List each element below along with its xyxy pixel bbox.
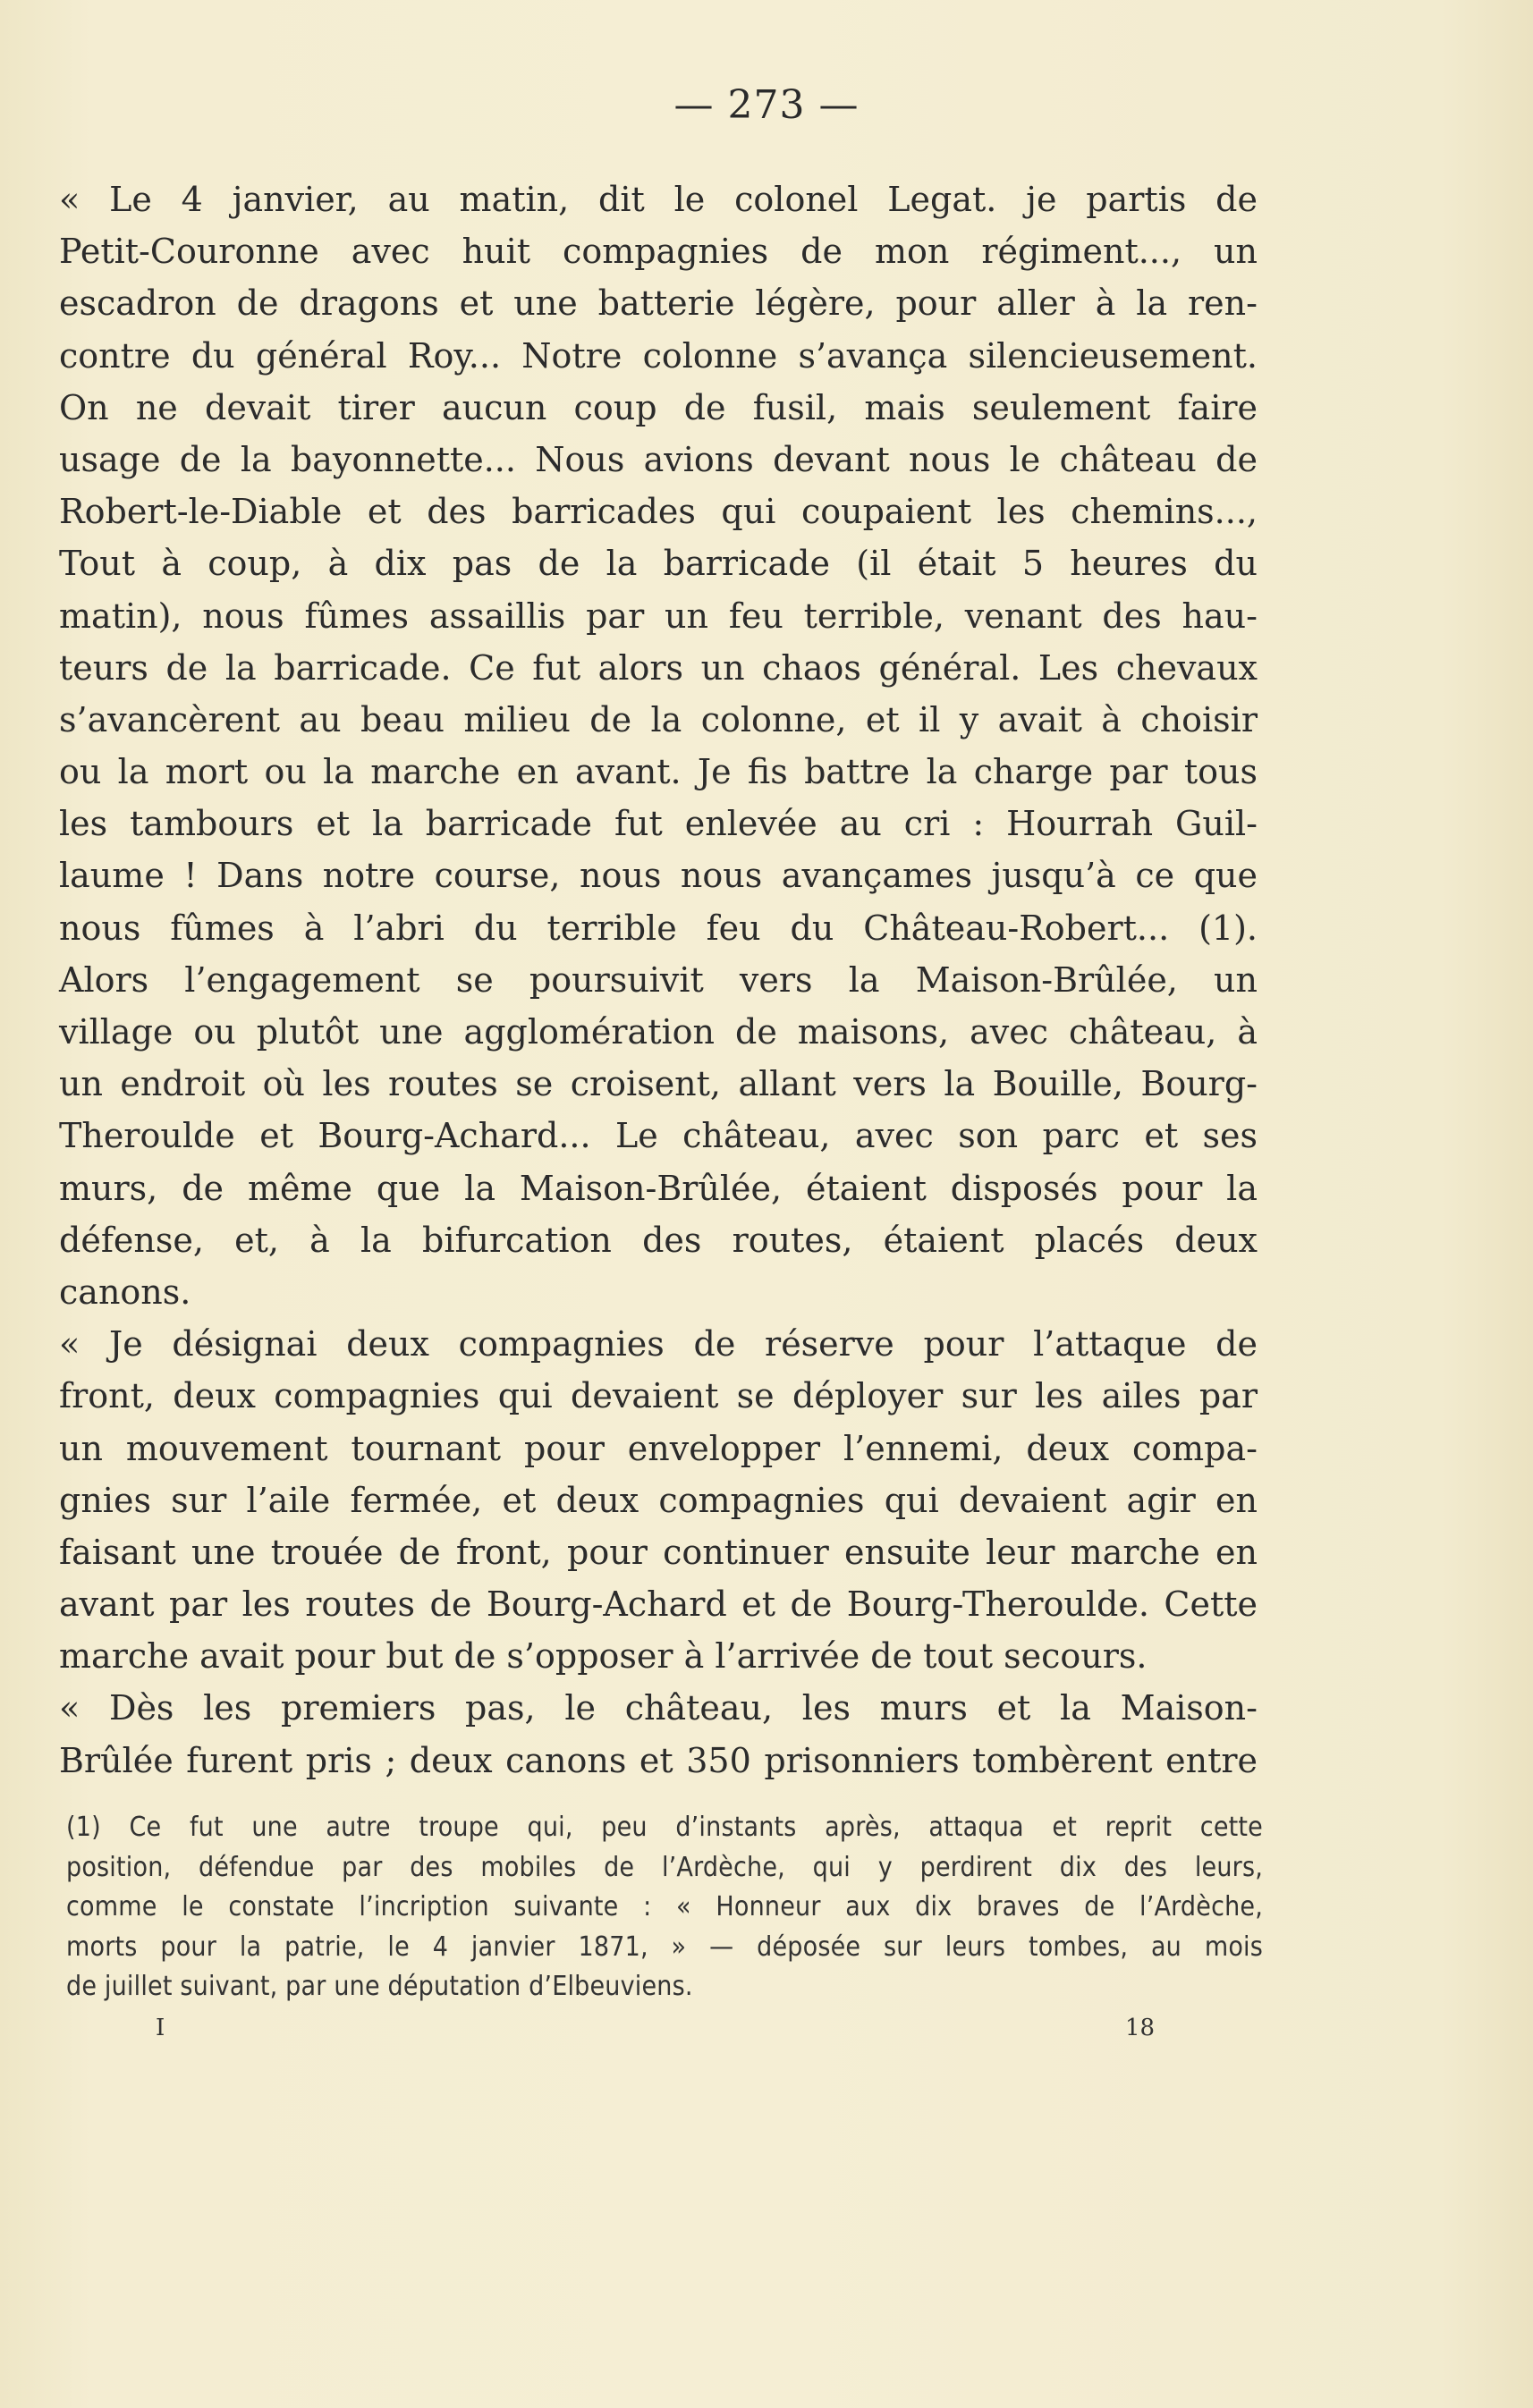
text-line: un endroit où les routes se croisent, allant vers la Bouille, Bourg-: [59, 1064, 1258, 1104]
text-line: défense, et, à la bifurcation des routes, étaient placés deux: [59, 1220, 1258, 1260]
footnote-line: de juillet suivant, par une députation d’Elbeuviens.: [66, 1971, 693, 2002]
text-line: les tambours et la barricade fut enlevée au cri : Hourrah Guil-: [59, 804, 1258, 844]
text-line: « Je désignai deux compagnies de réserve pour l’attaque de: [59, 1324, 1258, 1365]
text-line: Robert-le-Diable et des barricades qui coupaient les chemins...,: [59, 492, 1258, 532]
footnote: [66, 1808, 1263, 2007]
footnote-line: morts pour la patrie, le 4 janvier 1871, » — déposée sur leurs tombes, au mois: [66, 1931, 1263, 1963]
text-line: matin), nous fûmes assaillis par un feu terrible, venant des hau-: [59, 596, 1258, 636]
text-line: « Dès les premiers pas, le château, les murs et la Maison-: [59, 1688, 1258, 1728]
text-line: « Le 4 janvier, au matin, dit le colonel Legat. je partis de: [59, 180, 1258, 219]
footnote-line: position, défendue par des mobiles de l’Ardèche, qui y perdirent dix des leurs,: [66, 1851, 1263, 1883]
footnote-line: (1) Ce fut une autre troupe qui, peu d’instants après, attaqua et reprit cette: [66, 1812, 1263, 1843]
text-line: On ne devait tirer aucun coup de fusil, mais seulement faire: [59, 387, 1258, 427]
text-line: canons.: [59, 1272, 191, 1312]
text-line: nous fûmes à l’abri du terrible feu du Château-Robert... (1).: [59, 908, 1258, 948]
text-line: escadron de dragons et une batterie légère, pour aller à la ren-: [59, 283, 1258, 324]
text-line: gnies sur l’aile fermée, et deux compagnies qui devaient agir en: [59, 1480, 1258, 1520]
text-line: Tout à coup, à dix pas de la barricade (il était 5 heures du: [59, 544, 1258, 584]
text-line: laume ! Dans notre course, nous nous avançames jusqu’à ce que: [59, 856, 1258, 896]
text-line: Alors l’engagement se poursuivit vers la Maison-Brûlée, un: [59, 959, 1258, 1000]
signature-mark-left: I: [156, 2015, 165, 2041]
footnote-line: comme le constate l’incription suivante : « Honneur aux dix braves de l’Ardèche,: [66, 1891, 1263, 1922]
text-line: front, deux compagnies qui devaient se déployer sur les ailes par: [59, 1376, 1258, 1416]
text-line: Brûlée furent pris ; deux canons et 350 prisonniers tombèrent entre: [59, 1740, 1258, 1780]
text-line: contre du général Roy... Notre colonne s’avança silencieusement.: [59, 335, 1258, 376]
text-line: avant par les routes de Bourg-Achard et de Bourg-Theroulde. Cette: [59, 1584, 1258, 1625]
text-line: murs, de même que la Maison-Brûlée, étaient disposés pour la: [59, 1168, 1258, 1208]
text-line: Theroulde et Bourg-Achard... Le château, avec son parc et ses: [59, 1116, 1258, 1156]
text-line: marche avait pour but de s’opposer à l’arrivée de tout secours.: [59, 1636, 1148, 1677]
text-line: Petit-Couronne avec huit compagnies de mon régiment..., un: [59, 232, 1258, 272]
text-line: village ou plutôt une agglomération de maisons, avec château, à: [59, 1012, 1258, 1052]
page-number-header: — 273 —: [673, 82, 860, 128]
text-line: teurs de la barricade. Ce fut alors un chaos général. Les chevaux: [59, 647, 1258, 688]
text-line: ou la mort ou la marche en avant. Je fis battre la charge par tous: [59, 752, 1258, 792]
signature-mark-right: 18: [1125, 2015, 1156, 2041]
main-text: [59, 173, 1258, 1787]
text-line: faisant une trouée de front, pour continuer ensuite leur marche en: [59, 1532, 1258, 1572]
text-line: un mouvement tournant pour envelopper l’ennemi, deux compa-: [59, 1428, 1258, 1468]
text-line: usage de la bayonnette... Nous avions devant nous le château de: [59, 439, 1258, 479]
text-line: s’avancèrent au beau milieu de la colonne, et il y avait à choisir: [59, 699, 1258, 739]
